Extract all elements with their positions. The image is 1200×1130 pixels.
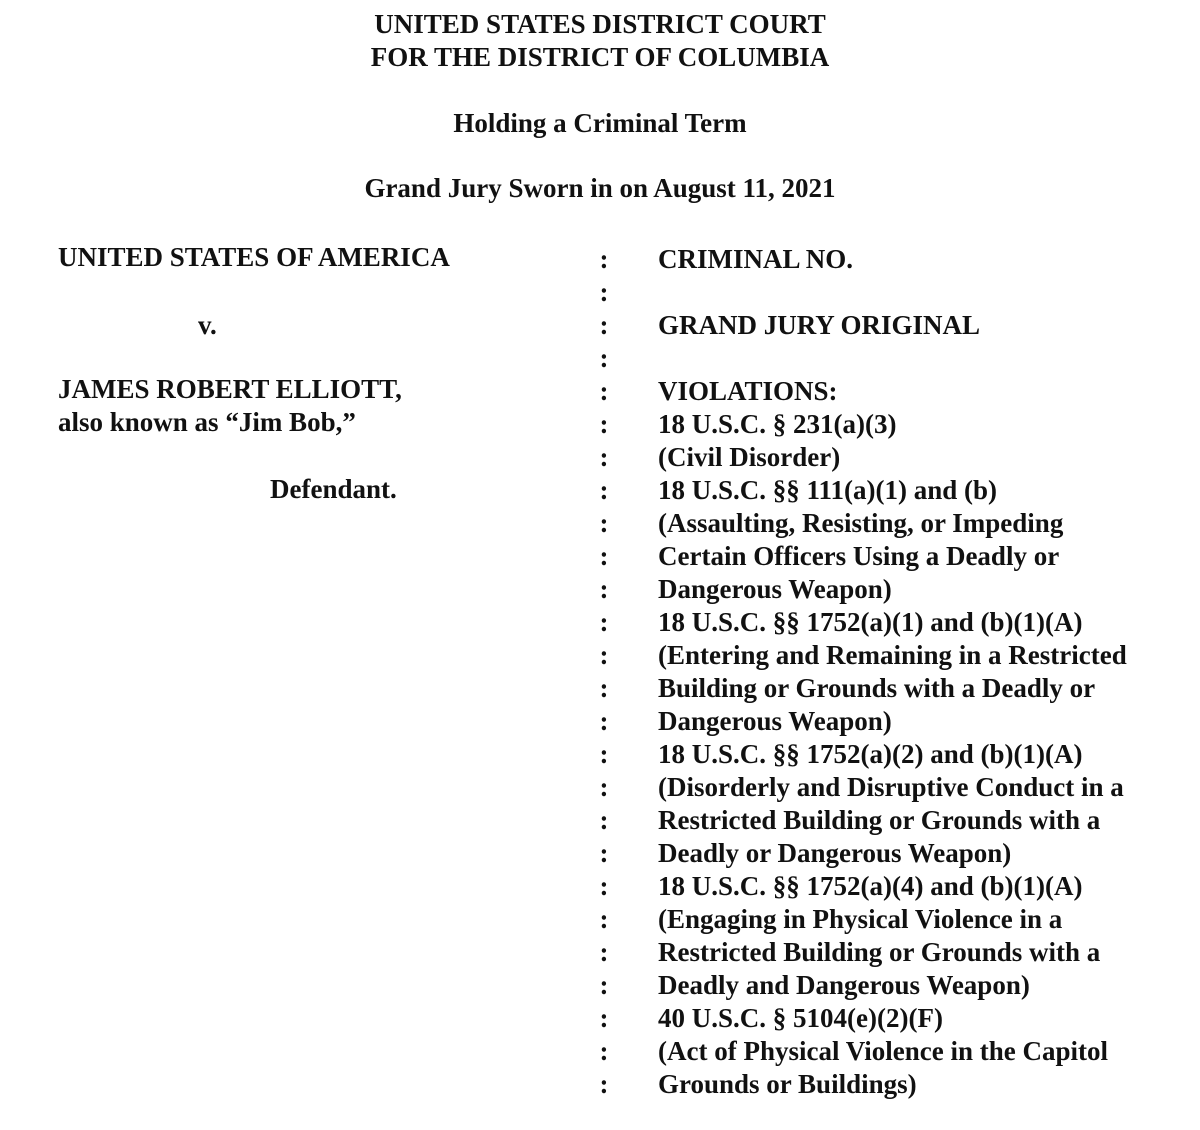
violation-line: (Entering and Remaining in a Restricted: [658, 640, 1127, 670]
violation-line: (Disorderly and Disruptive Conduct in a: [658, 772, 1124, 802]
colon-separator: :: [599, 937, 609, 967]
violation-line: Dangerous Weapon): [658, 706, 892, 736]
violations-list: [658, 408, 1178, 1101]
violation-line: 18 U.S.C. §§ 111(a)(1) and (b): [658, 475, 998, 505]
violation-line: Restricted Building or Grounds with a: [658, 805, 1101, 835]
violation-line: 40 U.S.C. § 5104(e)(2)(F): [658, 1003, 943, 1033]
colon-separator: :: [599, 376, 609, 406]
violation-line: Building or Grounds with a Deadly or: [658, 673, 1096, 703]
colon-separator: :: [599, 574, 609, 604]
colon-separator: :: [599, 871, 609, 901]
violations-heading: VIOLATIONS:: [658, 376, 838, 406]
colon-separator: :: [599, 277, 609, 307]
court-header: [0, 8, 1200, 74]
court-name-line2: FOR THE DISTRICT OF COLUMBIA: [370, 42, 830, 72]
violation-line: 18 U.S.C. §§ 1752(a)(1) and (b)(1)(A): [658, 607, 1083, 637]
colon-separator: :: [599, 970, 609, 1000]
colon-separator: :: [599, 607, 609, 637]
violation-line: (Act of Physical Violence in the Capitol: [658, 1036, 1108, 1066]
colon-separator: :: [599, 673, 609, 703]
criminal-term-heading: Holding a Criminal Term: [453, 108, 747, 138]
violation-line: Restricted Building or Grounds with a: [658, 937, 1101, 967]
grand-jury-original-label: GRAND JURY ORIGINAL: [658, 310, 981, 340]
colon-separator: :: [599, 904, 609, 934]
spacer-line: [658, 276, 1178, 309]
colon-separator: :: [599, 739, 609, 769]
violation-line: 18 U.S.C. § 231(a)(3): [658, 409, 897, 439]
colon-separator: :: [599, 475, 609, 505]
colon-separator: :: [599, 1036, 609, 1066]
colon-separator: :: [599, 244, 609, 274]
violation-line: 18 U.S.C. §§ 1752(a)(4) and (b)(1)(A): [658, 871, 1083, 901]
colon-separator: :: [599, 838, 609, 868]
colon-separator: :: [599, 343, 609, 373]
violation-line: Certain Officers Using a Deadly or: [658, 541, 1060, 571]
colon-separator: :: [599, 310, 609, 340]
violation-line: Deadly or Dangerous Weapon): [658, 838, 1012, 868]
colon-separator: :: [599, 508, 609, 538]
violation-line: (Assaulting, Resisting, or Impeding: [658, 508, 1064, 538]
grand-jury-sworn-date: Grand Jury Sworn in on August 11, 2021: [364, 173, 836, 203]
colon-separator: :: [599, 409, 609, 439]
violation-line: (Engaging in Physical Violence in a: [658, 904, 1063, 934]
caption-separator-column: [596, 243, 612, 1101]
violation-line: Deadly and Dangerous Weapon): [658, 970, 1030, 1000]
plaintiff-name: UNITED STATES OF AMERICA: [58, 242, 450, 272]
versus-label: v.: [198, 310, 217, 340]
defendant-alias: also known as “Jim Bob,”: [58, 407, 356, 437]
colon-separator: :: [599, 1003, 609, 1033]
colon-separator: :: [599, 1069, 609, 1099]
colon-separator: :: [599, 541, 609, 571]
case-info-column: [658, 243, 1178, 1101]
colon-separator: :: [599, 805, 609, 835]
defendant-name: JAMES ROBERT ELLIOTT,: [58, 374, 402, 404]
colon-separator: :: [599, 442, 609, 472]
court-name-line1: UNITED STATES DISTRICT COURT: [374, 9, 826, 39]
violation-line: Grounds or Buildings): [658, 1069, 917, 1099]
violation-line: (Civil Disorder): [658, 442, 841, 472]
colon-separator: :: [599, 640, 609, 670]
violation-line: 18 U.S.C. §§ 1752(a)(2) and (b)(1)(A): [658, 739, 1083, 769]
colon-separator: :: [599, 772, 609, 802]
violation-line: Dangerous Weapon): [658, 574, 892, 604]
colon-separator: :: [599, 706, 609, 736]
defendant-label: Defendant.: [270, 474, 397, 504]
defendant-block: [58, 373, 402, 439]
criminal-number-label: CRIMINAL NO.: [658, 244, 854, 274]
spacer-line: [658, 342, 1178, 375]
